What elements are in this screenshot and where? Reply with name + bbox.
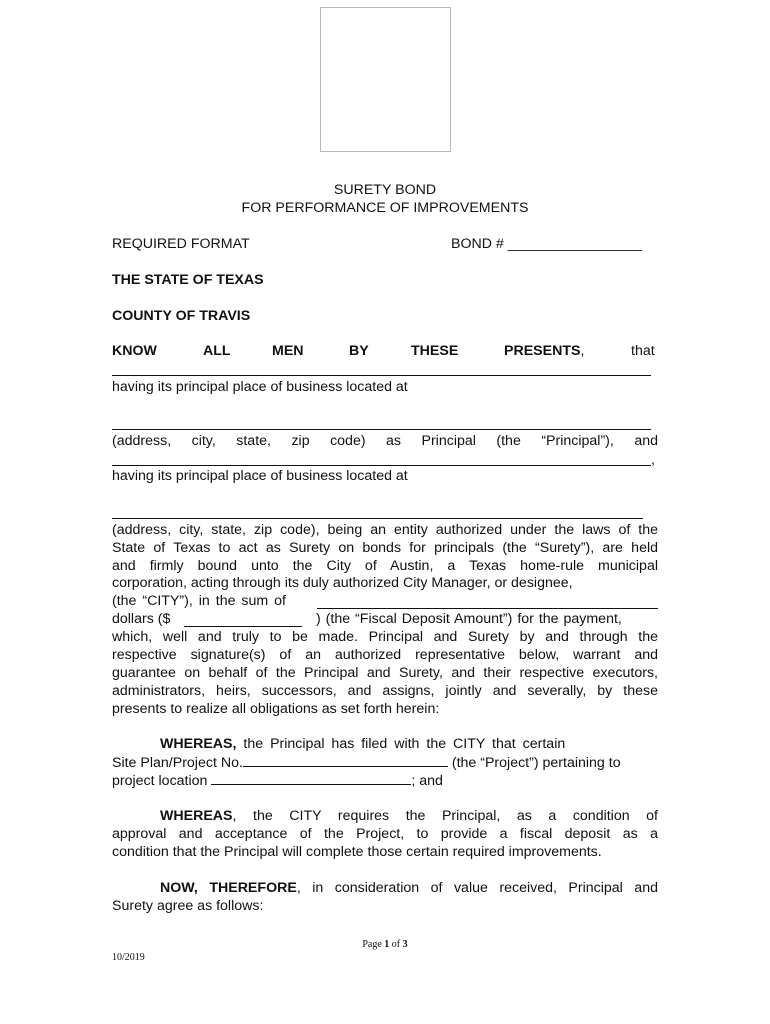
know-word: MEN bbox=[272, 343, 304, 359]
know-word: PRESENTS bbox=[504, 343, 581, 359]
surety-text-line: corporation, acting through its duly authorized City Manager, or designee, bbox=[112, 575, 573, 591]
surety-text-line: which, well and truly to be made. Principal and Surety by and through the bbox=[112, 629, 658, 645]
principal-address-line: (address, city, state, zip code) as Principal (the “Principal”), and bbox=[112, 433, 658, 449]
title-line-2: FOR PERFORMANCE OF IMPROVEMENTS bbox=[241, 200, 529, 216]
whereas-text: condition that the Principal will complete those certain required improvements. bbox=[112, 844, 602, 860]
whereas-text: , the CITY requires the Principal, as a condition of bbox=[232, 808, 658, 824]
surety-address-blank[interactable] bbox=[112, 518, 643, 519]
dollars-prefix: dollars ($ bbox=[112, 611, 171, 627]
know-word: THESE bbox=[411, 343, 459, 359]
surety-name-blank[interactable] bbox=[112, 465, 651, 466]
that-word: that bbox=[631, 343, 655, 359]
now-therefore-heading: NOW, THEREFORE bbox=[160, 880, 297, 896]
logo-placeholder bbox=[320, 7, 451, 152]
surety-text-line: guarantee on behalf of the Principal and Surety, and their respective executors, bbox=[112, 665, 658, 681]
now-therefore-text: , in consideration of value received, Principal and bbox=[296, 880, 658, 896]
site-plan-blank[interactable] bbox=[243, 754, 448, 767]
surety-text-line: State of Texas to act as Surety on bonds for principals (the “Surety”), are held bbox=[112, 540, 658, 556]
now-therefore-text: Surety agree as follows: bbox=[112, 898, 264, 914]
project-location-label: project location bbox=[112, 773, 212, 789]
county-heading: COUNTY OF TRAVIS bbox=[112, 308, 251, 324]
whereas-text: approval and acceptance of the Project, to provide a fiscal deposit as a bbox=[112, 826, 658, 842]
state-heading: THE STATE OF TEXAS bbox=[112, 272, 264, 288]
surety-text-line: presents to realize all obligations as set forth herein: bbox=[112, 701, 440, 717]
required-format-label: REQUIRED FORMAT bbox=[112, 236, 250, 252]
sum-words-blank[interactable] bbox=[317, 608, 658, 609]
whereas-heading: WHEREAS, bbox=[160, 736, 237, 752]
dollars-amount-blank[interactable] bbox=[184, 626, 302, 627]
whereas-heading: WHEREAS bbox=[160, 808, 233, 824]
surety-text-line: respective signature(s) of an authorized representative below, warrant and bbox=[112, 647, 658, 663]
page-number: Page 1 of 3 bbox=[362, 939, 408, 950]
project-suffix: (the “Project”) pertaining to bbox=[447, 755, 621, 771]
principal-address-blank[interactable] bbox=[112, 429, 651, 430]
title-line-1: SURETY BOND bbox=[333, 182, 437, 198]
bond-number-field: BOND # _________________ bbox=[451, 236, 642, 252]
know-word: ALL bbox=[203, 343, 231, 359]
surety-text-line: (address, city, state, zip code), being an entity authorized under the laws of the bbox=[112, 522, 658, 538]
project-location-suffix: ; and bbox=[411, 773, 443, 789]
surety-name-comma: , bbox=[651, 452, 655, 468]
project-location-blank[interactable] bbox=[211, 772, 411, 785]
whereas-text: the Principal has filed with the CITY that certain bbox=[236, 736, 566, 752]
principal-business-line: having its principal place of business located at bbox=[112, 379, 408, 395]
dollars-suffix: ) (the “Fiscal Deposit Amount”) for the payment, bbox=[316, 611, 622, 627]
surety-text-line: and firmly bound unto the City of Austin, a Texas home-rule municipal bbox=[112, 558, 658, 574]
site-plan-label: Site Plan/Project No. bbox=[112, 755, 243, 771]
surety-text-line: administrators, heirs, successors, and assigns, jointly and severally, by these bbox=[112, 683, 658, 699]
sum-prefix: (the “CITY”), in the sum of bbox=[112, 593, 286, 609]
revision-date: 10/2019 bbox=[112, 952, 145, 963]
surety-business-line: having its principal place of business located at bbox=[112, 468, 408, 484]
know-word: KNOW bbox=[112, 343, 157, 359]
know-comma: , bbox=[580, 343, 585, 359]
know-word: BY bbox=[349, 343, 369, 359]
principal-name-blank[interactable] bbox=[112, 375, 651, 376]
